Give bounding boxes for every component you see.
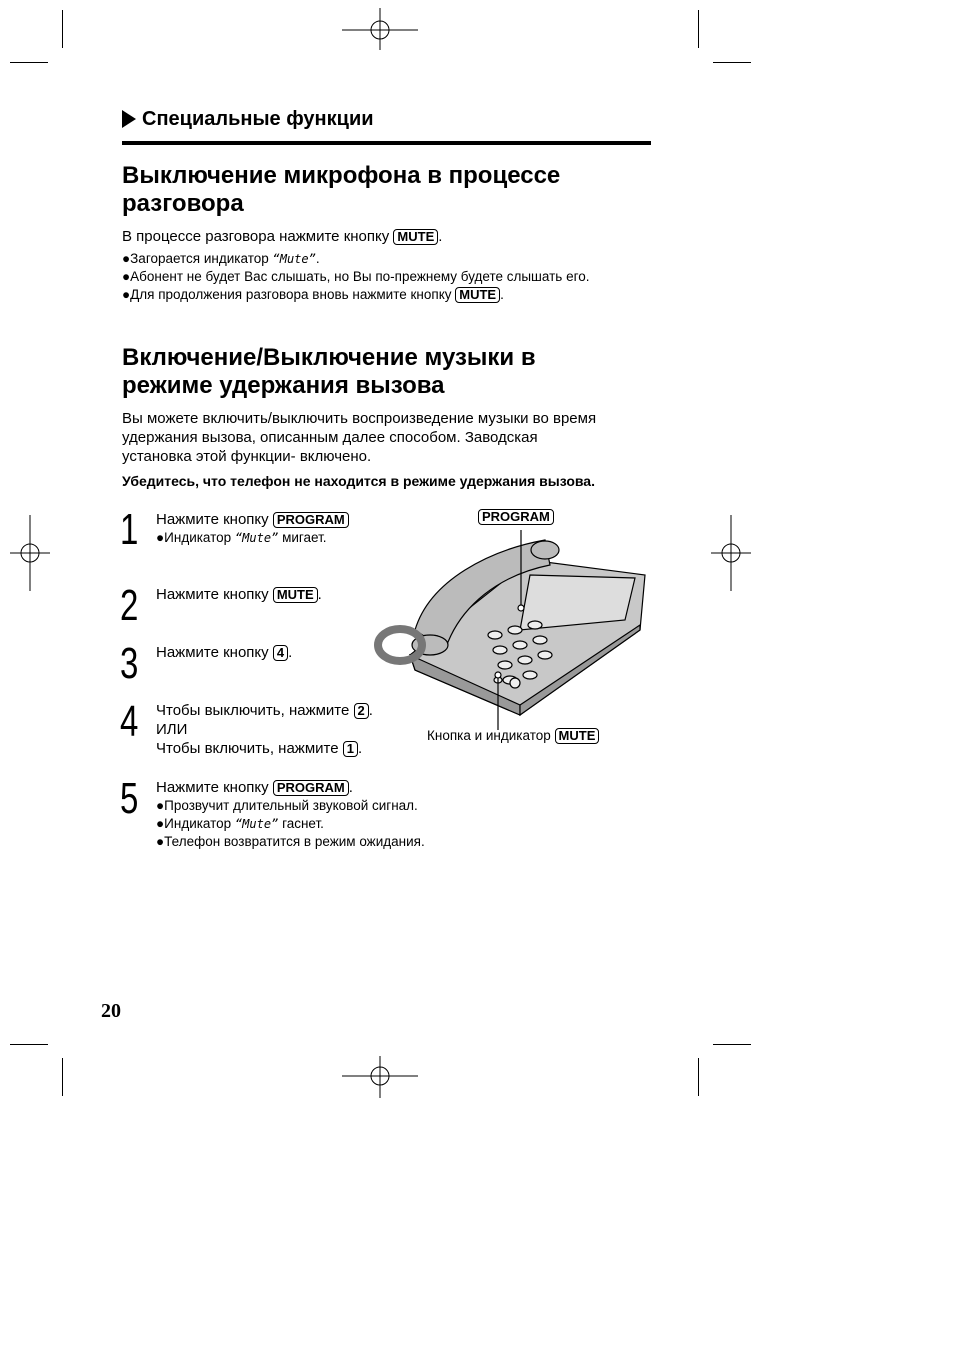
step-text: Чтобы включить, нажмите xyxy=(156,740,343,757)
mute-bullets xyxy=(122,250,589,304)
caption-text: Кнопка и индикатор xyxy=(427,728,555,743)
title-line: Включение/Выключение музыки в xyxy=(122,344,536,371)
bullet xyxy=(122,286,589,304)
mute-key: MUTE xyxy=(555,728,600,744)
bullet-text: ●Прозвучит длительный звуковой сигнал. xyxy=(156,798,418,813)
music-paragraph xyxy=(122,409,596,466)
mute-intro: В процессе разговора нажмите кнопку MUTE . xyxy=(122,228,443,245)
program-key: PROGRAM xyxy=(478,509,554,525)
step-5: Нажмите кнопку PROGRAM . ●Прозвучит длительный звуковой сигнал. ●Индикатор “Mute” гаснет. ●Телефон возвратится в режим ожидания. xyxy=(156,779,425,849)
page-number: 20 xyxy=(101,1000,121,1022)
section-header-text: Специальные функции xyxy=(142,108,374,130)
bullet-text: гаснет. xyxy=(278,816,324,831)
or-text: ИЛИ xyxy=(156,721,188,738)
mute-callout xyxy=(427,727,599,745)
bullet-text: мигает. xyxy=(278,530,327,545)
section-header xyxy=(122,108,374,131)
bullet-text: ●Абонент не будет Вас слышать, но Вы по-прежнему будете слышать его. xyxy=(122,269,590,284)
step-text: Чтобы выключить, нажмите xyxy=(156,702,354,719)
step-text: Нажмите кнопку xyxy=(156,586,273,603)
step-1 xyxy=(156,510,349,547)
arrow-icon xyxy=(122,110,136,128)
step-text: Нажмите кнопку xyxy=(156,644,273,661)
step-4: Чтобы выключить, нажмите 2 . ИЛИ Чтобы включить, нажмите 1 . xyxy=(156,702,373,757)
step-number: 4 xyxy=(120,697,139,746)
mute-key: MUTE xyxy=(455,287,500,303)
mute-key: MUTE xyxy=(393,229,438,245)
title-line: разговора xyxy=(122,190,244,217)
step-number: 3 xyxy=(120,639,139,688)
para-line: удержания вызова, описанным далее способом. Заводская xyxy=(122,429,538,446)
bullet-text: ●Для продолжения разговора вновь нажмите кнопку xyxy=(122,287,456,302)
bullet-text: . xyxy=(500,287,504,302)
lcd-text: “Mute” xyxy=(234,531,279,545)
step-text: Нажмите кнопку xyxy=(156,511,273,528)
lcd-text: “Mute” xyxy=(272,252,316,266)
para-line: установка этой функции- включено. xyxy=(122,448,372,465)
bullet-text: ●Индикатор xyxy=(156,816,235,831)
telephone-illustration xyxy=(370,520,660,730)
bullet-text: ●Телефон возвратится в режим ожидания. xyxy=(156,834,425,849)
step-text: Нажмите кнопку xyxy=(156,779,273,796)
header-rule xyxy=(122,141,651,145)
title-line: режиме удержания вызова xyxy=(122,372,445,399)
lcd-text: “Mute” xyxy=(234,817,279,831)
title-line: Выключение микрофона в процессе xyxy=(122,162,561,189)
step-number: 2 xyxy=(120,581,139,630)
program-key: PROGRAM xyxy=(273,512,349,528)
para-line: Вы можете включить/выключить воспроизведение музыки во время xyxy=(122,410,597,427)
step-2: Нажмите кнопку MUTE . xyxy=(156,586,322,603)
bullet xyxy=(122,250,589,268)
bullet xyxy=(122,268,589,286)
key-1: 1 xyxy=(343,741,358,757)
music-title xyxy=(122,344,536,400)
step-3: Нажмите кнопку 4 . xyxy=(156,644,293,661)
mute-title xyxy=(122,162,560,218)
bullet-text: ●Загорается индикатор xyxy=(122,251,273,266)
program-key: PROGRAM xyxy=(273,780,349,796)
intro-text: В процессе разговора нажмите кнопку xyxy=(122,228,390,245)
key-4: 4 xyxy=(273,645,288,661)
mute-key: MUTE xyxy=(273,587,318,603)
step-number: 1 xyxy=(120,505,139,554)
warning-text: Убедитесь, что телефон не находится в режиме удержания вызова. xyxy=(122,473,595,489)
bullet-text: . xyxy=(315,251,320,266)
key-2: 2 xyxy=(354,703,369,719)
step-number: 5 xyxy=(120,774,139,823)
bullet-text: ●Индикатор xyxy=(156,530,235,545)
